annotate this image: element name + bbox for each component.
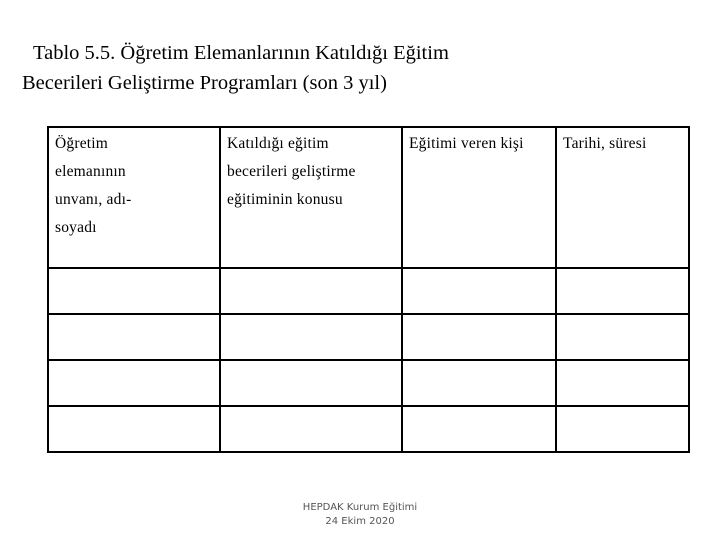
table-cell [48, 406, 220, 452]
title-line-2: Becerileri Geliştirme Programları (son 3 yıl) [22, 72, 387, 94]
table-cell [220, 314, 402, 360]
training-programs-table [47, 126, 690, 453]
table-cell [556, 406, 689, 452]
title-line-1: Tablo 5.5. Öğretim Elemanlarının Katıldığı Eğitim [33, 42, 449, 64]
header-cell-date [556, 127, 689, 268]
table-cell [220, 406, 402, 452]
slide-footer [260, 501, 460, 529]
table-cell [402, 314, 556, 360]
table-cell [402, 268, 556, 314]
table-cell [556, 314, 689, 360]
table-row [48, 360, 689, 406]
header-cell-instructor [48, 127, 220, 268]
table-row [48, 406, 689, 452]
table-cell [220, 268, 402, 314]
table-row [48, 314, 689, 360]
header-date-label: Tarihi, süresi [563, 135, 647, 152]
table-cell [48, 268, 220, 314]
footer-date: 24 Ekim 2020 [325, 516, 395, 527]
table-cell [48, 314, 220, 360]
footer-event-name: HEPDAK Kurum Eğitimi [302, 502, 418, 513]
table-cell [48, 360, 220, 406]
table-cell [556, 360, 689, 406]
table-cell [402, 360, 556, 406]
table-cell [220, 360, 402, 406]
table-cell [556, 268, 689, 314]
header-cell-trainer [402, 127, 556, 268]
header-trainer-label: Eğitimi veren kişi [409, 135, 524, 152]
table-cell [402, 406, 556, 452]
header-cell-topic [220, 127, 402, 268]
header-topic-label: Katıldığı eğitim becerileri geliştirme eğitiminin konusu [227, 135, 356, 208]
table-row [48, 268, 689, 314]
table-header-row [48, 127, 689, 268]
slide-title [22, 38, 702, 98]
header-instructor-label: Öğretim elemanının unvanı, adı-soyadı [55, 135, 132, 236]
